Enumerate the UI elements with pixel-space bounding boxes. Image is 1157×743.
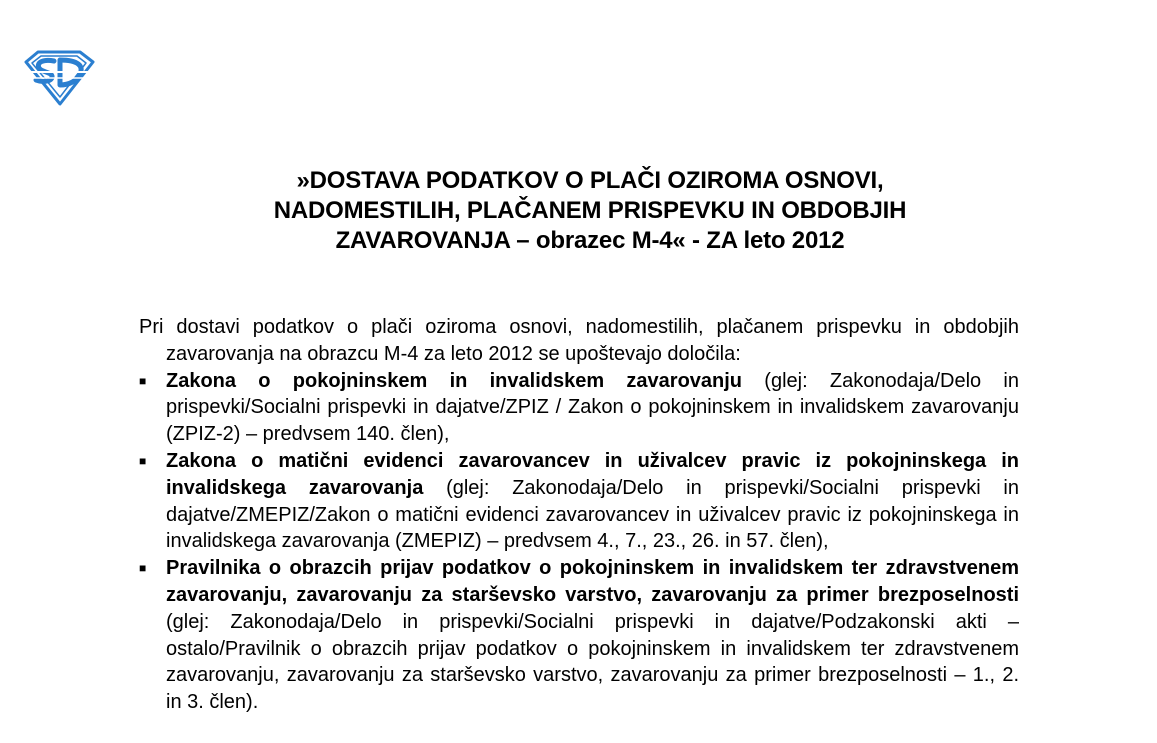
document-title [180,166,1000,256]
regulation-name: Zakona o pokojninskem in invalidskem zavarovanju [166,369,743,392]
list-item [139,448,1019,555]
regulation-name: Zakona o matični evidenci zavarovancev in uživalcev pravic iz pokojninskega in invalidskega zavarovanja [166,449,1019,499]
document-body [139,314,1019,716]
sd-shield-logo-icon [22,48,96,106]
regulation-reference: (glej: Zakonodaja/Delo in prispevki/Socialni prispevki in dajatve/ZMEPIZ/Zakon o matični evidenci zavarovancev in uživalcev pravic iz pokojninskega in invalidskega zavarovanja (ZMEPIZ) – predvsem 4., 7., 23., 26. in 57. člen), [166,476,1019,553]
title-line-3: ZAVAROVANJA – obrazec M-4« - ZA leto 2012 [335,227,845,254]
bullet-icon: ■ [139,373,147,388]
list-item [139,368,1019,448]
regulations-list [139,368,1019,716]
title-line-2: NADOMESTILIH, PLAČANEM PRISPEVKU IN OBDOBJIH [273,197,907,224]
title-line-1: »DOSTAVA PODATKOV O PLAČI OZIROMA OSNOVI, [296,167,884,194]
regulation-reference: (glej: Zakonodaja/Delo in prispevki/Socialni prispevki in dajatve/Podzakonski akti – ostalo/Pravilnik o obrazcih prijav podatkov o pokojninskem in invalidskem ter zdravstvenem zavarovanju, zavarovanju za starševsko varstvo, zavarovanju za primer brezposelnosti – 1., 2. in 3. člen). [166,610,1019,714]
company-logo [22,48,96,106]
regulation-reference: (glej: Zakonodaja/Delo in prispevki/Socialni prispevki in dajatve/ZPIZ / Zakon o pokojninskem in invalidskem zavarovanju (ZPIZ-2) – predvsem 140. člen), [166,369,1019,446]
bullet-icon: ■ [139,453,147,468]
intro-paragraph: Pri dostavi podatkov o plači oziroma osnovi, nadomestilih, plačanem prispevku in obdobjih zavarovanja na obrazcu M-4 za leto 2012 se upoštevajo določila: [139,316,1019,365]
list-item [139,555,1019,716]
bullet-icon: ■ [139,561,147,576]
regulation-name: Pravilnika o obrazcih prijav podatkov o pokojninskem in invalidskem ter zdravstvenem zavarovanju, zavarovanju za starševsko varstvo, zavarovanju za primer brezposelnosti [166,557,1019,606]
